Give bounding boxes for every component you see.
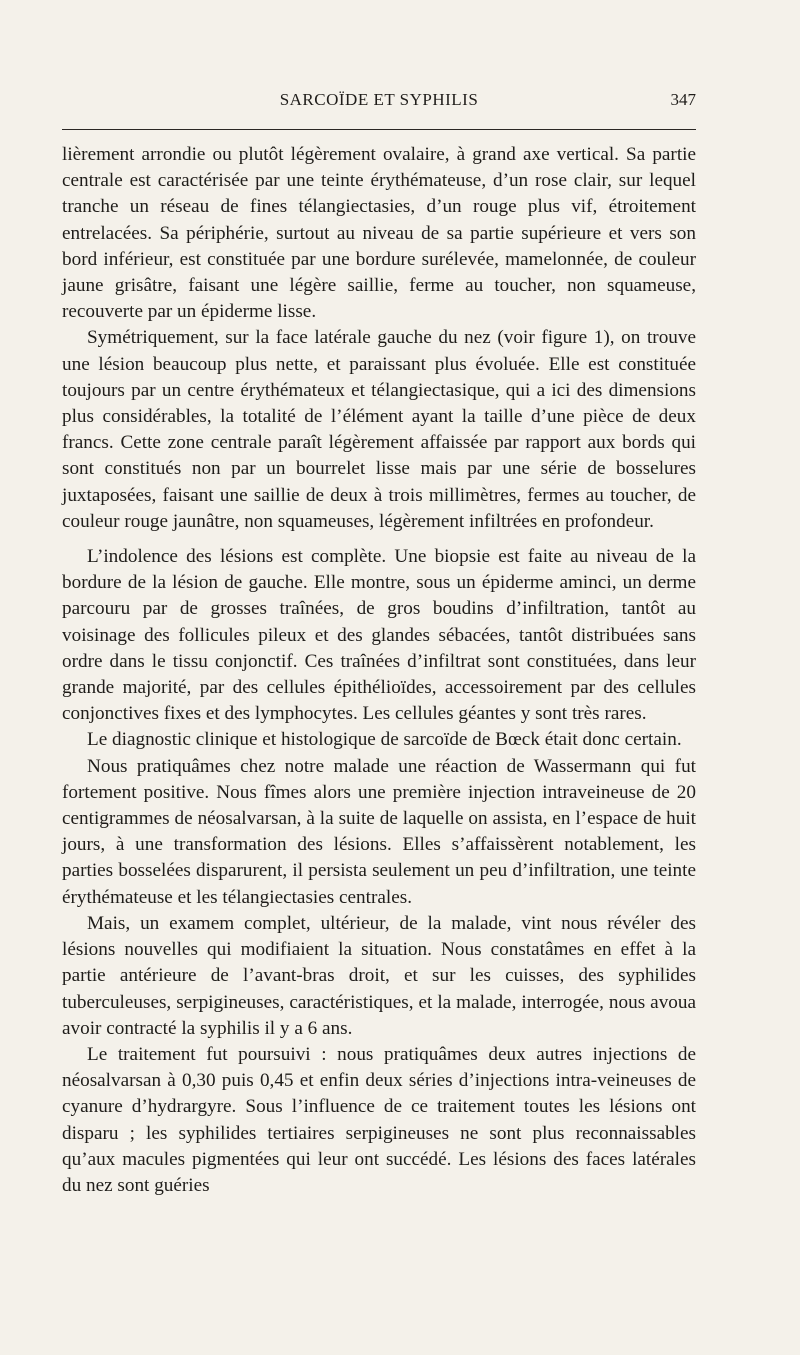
- page-header: [62, 86, 696, 122]
- paragraph: L’indolence des lésions est complète. Une biopsie est faite au niveau de la bordure de la lésion de gauche. Elle montre, sous un épiderme aminci, un derme parcouru par de grosses traînées, de gros boudins d’infiltration, tantôt au voisinage des follicules pileux et des glandes sébacées, tantôt distribuées sans ordre dans le tissu conjonctif. Ces traînées d’infiltrat sont constituées, dans leur grande majorité, par des cellules épithélioïdes, accessoirement par des cellules conjonctives fixes et des lymphocytes. Les cellules géantes y sont très rares.: [62, 546, 696, 725]
- paragraph: Le diagnostic clinique et histologique de sarcoïde de Bœck était donc certain.: [87, 729, 682, 751]
- paragraph: Nous pratiquâmes chez notre malade une réaction de Wassermann qui fut fortement positive. Nous fîmes alors une première injection intraveineuse de 20 centigrammes de néosalvarsan, à la suite de laquelle on assista, en l’espace de huit jours, à une transformation des lésions. Elles s’affaissèrent notablement, les parties bosselées disparurent, il persista seulement un peu d’infiltration, une teinte érythémateuse et les télangiectasies centrales.: [62, 755, 696, 908]
- paragraph: Mais, un examem complet, ultérieur, de la malade, vint nous révéler des lésions nouvelles qui modifiaient la situation. Nous constatâmes en effet à la partie antérieure de l’avant-bras droit, et sur les cuisses, des syphilides tuberculeuses, serpigineuses, caractéristiques, et la malade, interrogée, nous avoua avoir contracté la syphilis il y a 6 ans.: [62, 912, 696, 1039]
- paragraph: Symétriquement, sur la face latérale gauche du nez (voir figure 1), on trouve une lésion beaucoup plus nette, et paraissant plus évoluée. Elle est constituée toujours par un centre érythémateux et télangiectasique, qui a ici des dimensions plus considérables, la totalité de l’élément ayant la taille d’une pièce de deux francs. Cette zone centrale paraît légèrement affaissée par rapport aux bords qui sont constitués non par un bourrelet lisse mais par une série de bosselures juxtaposées, faisant une saillie de deux à trois millimètres, fermes au toucher, de couleur rouge jaunâtre, non squameuses, légèrement infiltrées en profondeur.: [62, 327, 696, 532]
- running-title: SARCOÏDE ET SYPHILIS: [279, 90, 479, 109]
- paragraph: lièrement arrondie ou plutôt légèrement ovalaire, à grand axe vertical. Sa partie centrale est caractérisée par une teinte érythémateuse, d’un rose clair, sur lequel tranche un réseau de fines télangiectasies, d’un rouge plus vif, étroitement entrelacées. Sa périphérie, surtout au niveau de sa partie supérieure et vers son bord inférieur, est constituée par une bordure surélevée, mamelonnée, de couleur jaune grisâtre, faisant une légère saillie, ferme au toucher, non squameuse, recouverte par un épiderme lisse.: [62, 144, 696, 323]
- paragraph: Le traitement fut poursuivi : nous pratiquâmes deux autres injections de néosalvarsan à 0,30 puis 0,45 et enfin deux séries d’injections intra-veineuses de cyanure d’hydrargyre. Sous l’influence de ce traitement toutes les lésions ont disparu ; les syphilides tertiaires serpigineuses ne sont plus reconnaissables qu’aux macules pigmentées qui leur ont succédé. Les lésions des faces latérales du nez sont guéries: [62, 1043, 696, 1196]
- header-rule: [62, 129, 696, 130]
- page-number: 347: [670, 90, 696, 109]
- body-text: [62, 142, 696, 1199]
